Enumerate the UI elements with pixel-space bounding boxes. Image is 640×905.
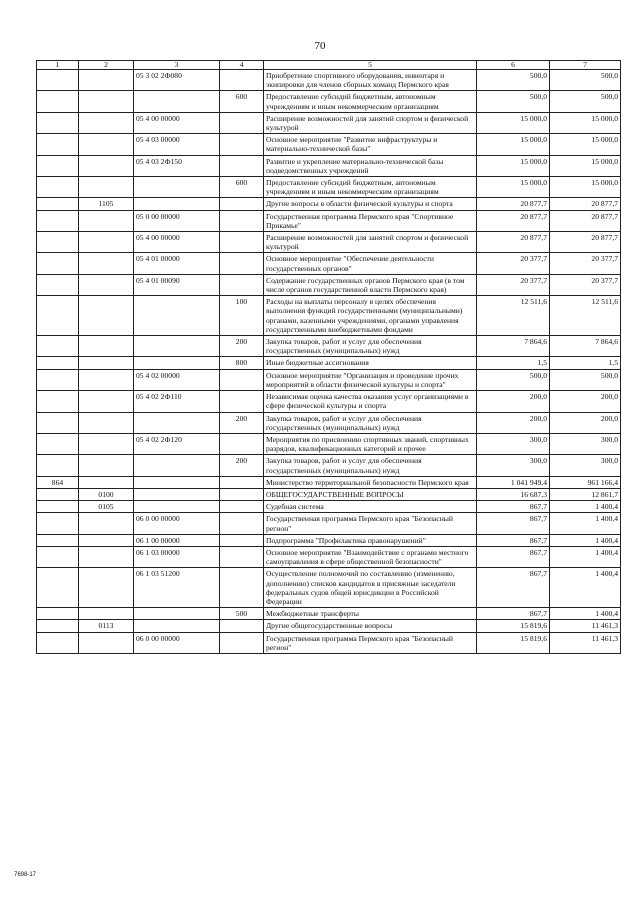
amount-cell: 15 000,0 bbox=[550, 177, 621, 198]
type-cell bbox=[220, 433, 264, 454]
amount-cell: 200,0 bbox=[477, 391, 550, 412]
col-1-cell bbox=[37, 546, 79, 567]
col-1-cell bbox=[37, 513, 79, 534]
table-row bbox=[37, 476, 621, 488]
description-cell: Подпрограмма "Профилактика правонарушений" bbox=[264, 534, 477, 546]
table-row bbox=[37, 620, 621, 632]
amount-cell: 12 861,7 bbox=[550, 488, 621, 500]
type-cell bbox=[220, 391, 264, 412]
col-2-cell bbox=[79, 91, 134, 112]
amount-cell: 20 377,7 bbox=[477, 253, 550, 274]
table-row bbox=[37, 198, 621, 210]
col-2-cell: 0113 bbox=[79, 620, 134, 632]
code-cell: 05 4 00 00000 bbox=[134, 112, 220, 133]
col-2-cell: 0100 bbox=[79, 488, 134, 500]
code-cell: 05 4 02 2Ф110 bbox=[134, 391, 220, 412]
table-row bbox=[37, 210, 621, 231]
code-cell: 06 1 03 00000 bbox=[134, 546, 220, 567]
description-cell: Предоставление субсидий бюджетным, автономным учреждениям и иным некоммерческим организациям bbox=[264, 177, 477, 198]
amount-cell: 500,0 bbox=[550, 369, 621, 390]
col-1-cell bbox=[37, 501, 79, 513]
code-cell bbox=[134, 620, 220, 632]
type-cell bbox=[220, 134, 264, 155]
code-cell: 05 4 01 00090 bbox=[134, 274, 220, 295]
type-cell: 500 bbox=[220, 608, 264, 620]
type-cell bbox=[220, 501, 264, 513]
amount-cell: 20 877,7 bbox=[477, 210, 550, 231]
type-cell bbox=[220, 253, 264, 274]
type-cell: 600 bbox=[220, 177, 264, 198]
col-2-cell bbox=[79, 112, 134, 133]
col-1-cell bbox=[37, 112, 79, 133]
col-2-cell bbox=[79, 568, 134, 608]
description-cell: Независимая оценка качества оказания услуг организациями в сфере физической культуры и спорта bbox=[264, 391, 477, 412]
table-row bbox=[37, 455, 621, 476]
col-2-cell bbox=[79, 369, 134, 390]
type-cell: 800 bbox=[220, 357, 264, 369]
header-cell: 6 bbox=[477, 61, 550, 70]
amount-cell: 20 377,7 bbox=[550, 253, 621, 274]
header-cell: 2 bbox=[79, 61, 134, 70]
code-cell bbox=[134, 198, 220, 210]
table-row bbox=[37, 177, 621, 198]
amount-cell: 500,0 bbox=[477, 70, 550, 91]
amount-cell: 500,0 bbox=[550, 91, 621, 112]
header-cell: 5 bbox=[264, 61, 477, 70]
type-cell bbox=[220, 488, 264, 500]
code-cell bbox=[134, 296, 220, 336]
description-cell: Расширение возможностей для занятий спортом и физической культурой bbox=[264, 112, 477, 133]
col-1-cell: 864 bbox=[37, 476, 79, 488]
amount-cell: 200,0 bbox=[550, 412, 621, 433]
col-2-cell bbox=[79, 134, 134, 155]
amount-cell: 20 877,7 bbox=[477, 198, 550, 210]
code-cell: 05 4 02 2Ф120 bbox=[134, 433, 220, 454]
col-1-cell bbox=[37, 488, 79, 500]
amount-cell: 15 000,0 bbox=[550, 155, 621, 176]
description-cell: Межбюджетные трансферты bbox=[264, 608, 477, 620]
col-2-cell bbox=[79, 177, 134, 198]
col-2-cell bbox=[79, 70, 134, 91]
amount-cell: 15 819,6 bbox=[477, 632, 550, 653]
description-cell: Другие общегосударственные вопросы bbox=[264, 620, 477, 632]
col-1-cell bbox=[37, 210, 79, 231]
amount-cell: 15 000,0 bbox=[550, 134, 621, 155]
description-cell: Закупка товаров, работ и услуг для обеспечения государственных (муниципальных) нужд bbox=[264, 455, 477, 476]
header-cell: 4 bbox=[220, 61, 264, 70]
description-cell: Предоставление субсидий бюджетным, автономным учреждениям и иным некоммерческим организациям bbox=[264, 91, 477, 112]
description-cell: Другие вопросы в области физической культуры и спорта bbox=[264, 198, 477, 210]
type-cell bbox=[220, 112, 264, 133]
amount-cell: 200,0 bbox=[477, 412, 550, 433]
table-row bbox=[37, 296, 621, 336]
code-cell: 05 3 02 2Ф080 bbox=[134, 70, 220, 91]
type-cell bbox=[220, 476, 264, 488]
description-cell: Государственная программа Пермского края "Безопасный регион" bbox=[264, 632, 477, 653]
description-cell: Иные бюджетные ассигнования bbox=[264, 357, 477, 369]
description-cell: Развитие и укрепление материально-технической базы подведомственных учреждений bbox=[264, 155, 477, 176]
description-cell: Расширение возможностей для занятий спортом и физической культурой bbox=[264, 232, 477, 253]
type-cell bbox=[220, 210, 264, 231]
amount-cell: 867,7 bbox=[477, 546, 550, 567]
description-cell: Осуществление полномочий по составлению (изменению, дополнению) списков кандидатов в присяжные заседатели федеральных судов общей юрисдикции в Российской Федерации bbox=[264, 568, 477, 608]
table-row bbox=[37, 336, 621, 357]
code-cell: 06 0 00 00000 bbox=[134, 513, 220, 534]
table-row bbox=[37, 369, 621, 390]
amount-cell: 1 400,4 bbox=[550, 546, 621, 567]
col-1-cell bbox=[37, 134, 79, 155]
type-cell bbox=[220, 513, 264, 534]
amount-cell: 1 400,4 bbox=[550, 534, 621, 546]
type-cell bbox=[220, 232, 264, 253]
col-1-cell bbox=[37, 91, 79, 112]
description-cell: Приобретение спортивного оборудования, инвентаря и экипировки для членов сборных команд Пермского края bbox=[264, 70, 477, 91]
col-1-cell bbox=[37, 232, 79, 253]
amount-cell: 15 000,0 bbox=[550, 112, 621, 133]
description-cell: ОБЩЕГОСУДАРСТВЕННЫЕ ВОПРОСЫ bbox=[264, 488, 477, 500]
header-row bbox=[37, 61, 621, 70]
type-cell bbox=[220, 534, 264, 546]
amount-cell: 1 400,4 bbox=[550, 501, 621, 513]
code-cell bbox=[134, 476, 220, 488]
amount-cell: 867,7 bbox=[477, 513, 550, 534]
description-cell: Закупка товаров, работ и услуг для обеспечения государственных (муниципальных) нужд bbox=[264, 336, 477, 357]
type-cell bbox=[220, 274, 264, 295]
col-1-cell bbox=[37, 70, 79, 91]
col-2-cell bbox=[79, 455, 134, 476]
col-1-cell bbox=[37, 177, 79, 198]
description-cell: Основное мероприятие "Взаимодействие с органами местного самоуправления в сфере общественной безопасности" bbox=[264, 546, 477, 567]
col-2-cell bbox=[79, 433, 134, 454]
header-cell: 3 bbox=[134, 61, 220, 70]
col-1-cell bbox=[37, 534, 79, 546]
footer-code: 7698-17 bbox=[14, 872, 37, 878]
amount-cell: 1 400,4 bbox=[550, 608, 621, 620]
col-2-cell bbox=[79, 253, 134, 274]
code-cell bbox=[134, 412, 220, 433]
table-row bbox=[37, 488, 621, 500]
col-1-cell bbox=[37, 433, 79, 454]
header-cell: 1 bbox=[37, 61, 79, 70]
amount-cell: 20 877,7 bbox=[477, 232, 550, 253]
amount-cell: 1 400,4 bbox=[550, 568, 621, 608]
type-cell: 100 bbox=[220, 296, 264, 336]
col-2-cell: 0105 bbox=[79, 501, 134, 513]
col-2-cell bbox=[79, 336, 134, 357]
amount-cell: 300,0 bbox=[550, 455, 621, 476]
code-cell: 05 4 03 00000 bbox=[134, 134, 220, 155]
col-1-cell bbox=[37, 412, 79, 433]
description-cell: Судебная система bbox=[264, 501, 477, 513]
col-1-cell bbox=[37, 391, 79, 412]
type-cell bbox=[220, 620, 264, 632]
col-1-cell bbox=[37, 632, 79, 653]
table-row bbox=[37, 608, 621, 620]
col-2-cell bbox=[79, 476, 134, 488]
code-cell: 06 1 03 51200 bbox=[134, 568, 220, 608]
table-row bbox=[37, 391, 621, 412]
code-cell: 05 4 01 00000 bbox=[134, 253, 220, 274]
col-2-cell bbox=[79, 357, 134, 369]
description-cell: Основное мероприятие "Организация и проведение прочих мероприятий в области физической культуры и спорта" bbox=[264, 369, 477, 390]
table-row bbox=[37, 501, 621, 513]
amount-cell: 20 377,7 bbox=[550, 274, 621, 295]
col-2-cell: 1105 bbox=[79, 198, 134, 210]
table-row bbox=[37, 433, 621, 454]
amount-cell: 961 166,4 bbox=[550, 476, 621, 488]
description-cell: Содержание государственных органов Пермского края (в том числе органов государственной власти Пермского края) bbox=[264, 274, 477, 295]
code-cell bbox=[134, 91, 220, 112]
amount-cell: 7 864,6 bbox=[550, 336, 621, 357]
col-2-cell bbox=[79, 608, 134, 620]
col-1-cell bbox=[37, 274, 79, 295]
code-cell bbox=[134, 357, 220, 369]
code-cell: 06 1 00 00000 bbox=[134, 534, 220, 546]
code-cell bbox=[134, 177, 220, 198]
amount-cell: 867,7 bbox=[477, 568, 550, 608]
col-2-cell bbox=[79, 391, 134, 412]
table-row bbox=[37, 357, 621, 369]
code-cell bbox=[134, 488, 220, 500]
col-1-cell bbox=[37, 155, 79, 176]
amount-cell: 1 041 949,4 bbox=[477, 476, 550, 488]
amount-cell: 15 819,6 bbox=[477, 620, 550, 632]
description-cell: Государственная программа Пермского края "Безопасный регион" bbox=[264, 513, 477, 534]
col-1-cell bbox=[37, 455, 79, 476]
type-cell bbox=[220, 70, 264, 91]
code-cell: 05 4 02 00000 bbox=[134, 369, 220, 390]
table-row bbox=[37, 155, 621, 176]
amount-cell: 11 461,3 bbox=[550, 632, 621, 653]
table-row bbox=[37, 232, 621, 253]
table-row bbox=[37, 546, 621, 567]
amount-cell: 300,0 bbox=[477, 455, 550, 476]
code-cell: 05 0 00 00000 bbox=[134, 210, 220, 231]
col-2-cell bbox=[79, 513, 134, 534]
type-cell bbox=[220, 155, 264, 176]
amount-cell: 300,0 bbox=[477, 433, 550, 454]
budget-table bbox=[36, 60, 621, 654]
col-2-cell bbox=[79, 296, 134, 336]
col-2-cell bbox=[79, 546, 134, 567]
table-row bbox=[37, 534, 621, 546]
code-cell: 06 0 00 00000 bbox=[134, 632, 220, 653]
code-cell bbox=[134, 455, 220, 476]
type-cell bbox=[220, 632, 264, 653]
col-2-cell bbox=[79, 210, 134, 231]
table-row bbox=[37, 513, 621, 534]
type-cell bbox=[220, 568, 264, 608]
header-cell: 7 bbox=[550, 61, 621, 70]
amount-cell: 500,0 bbox=[550, 70, 621, 91]
amount-cell: 11 461,3 bbox=[550, 620, 621, 632]
type-cell bbox=[220, 198, 264, 210]
amount-cell: 867,7 bbox=[477, 608, 550, 620]
col-2-cell bbox=[79, 412, 134, 433]
description-cell: Основное мероприятие "Развитие инфраструктуры и материально-технической базы" bbox=[264, 134, 477, 155]
table-row bbox=[37, 253, 621, 274]
type-cell: 200 bbox=[220, 336, 264, 357]
type-cell: 200 bbox=[220, 412, 264, 433]
table-row bbox=[37, 274, 621, 295]
amount-cell: 867,7 bbox=[477, 501, 550, 513]
col-2-cell bbox=[79, 155, 134, 176]
table-row bbox=[37, 91, 621, 112]
col-1-cell bbox=[37, 568, 79, 608]
col-2-cell bbox=[79, 632, 134, 653]
col-2-cell bbox=[79, 534, 134, 546]
amount-cell: 20 877,7 bbox=[550, 198, 621, 210]
code-cell bbox=[134, 608, 220, 620]
type-cell: 600 bbox=[220, 91, 264, 112]
description-cell: Расходы на выплаты персоналу в целях обеспечения выполнения функций государственными (муниципальными) органами, казенными учреждениями, органами управления государственными внебюджетными фондами bbox=[264, 296, 477, 336]
col-2-cell bbox=[79, 274, 134, 295]
amount-cell: 20 877,7 bbox=[550, 232, 621, 253]
amount-cell: 15 000,0 bbox=[477, 177, 550, 198]
page-number: 70 bbox=[314, 40, 326, 52]
code-cell bbox=[134, 336, 220, 357]
description-cell: Закупка товаров, работ и услуг для обеспечения государственных (муниципальных) нужд bbox=[264, 412, 477, 433]
col-1-cell bbox=[37, 336, 79, 357]
amount-cell: 1,5 bbox=[477, 357, 550, 369]
amount-cell: 300,0 bbox=[550, 433, 621, 454]
amount-cell: 500,0 bbox=[477, 91, 550, 112]
table-row bbox=[37, 412, 621, 433]
type-cell bbox=[220, 369, 264, 390]
table-row bbox=[37, 70, 621, 91]
col-2-cell bbox=[79, 232, 134, 253]
code-cell bbox=[134, 501, 220, 513]
amount-cell: 12 511,6 bbox=[550, 296, 621, 336]
amount-cell: 20 377,7 bbox=[477, 274, 550, 295]
code-cell: 05 4 00 00000 bbox=[134, 232, 220, 253]
type-cell: 200 bbox=[220, 455, 264, 476]
table-row bbox=[37, 568, 621, 608]
amount-cell: 1 400,4 bbox=[550, 513, 621, 534]
col-1-cell bbox=[37, 369, 79, 390]
amount-cell: 7 864,6 bbox=[477, 336, 550, 357]
col-1-cell bbox=[37, 608, 79, 620]
code-cell: 05 4 03 2Ф150 bbox=[134, 155, 220, 176]
amount-cell: 15 000,0 bbox=[477, 134, 550, 155]
col-1-cell bbox=[37, 620, 79, 632]
amount-cell: 16 687,3 bbox=[477, 488, 550, 500]
amount-cell: 500,0 bbox=[477, 369, 550, 390]
amount-cell: 20 877,7 bbox=[550, 210, 621, 231]
amount-cell: 15 000,0 bbox=[477, 112, 550, 133]
amount-cell: 12 511,6 bbox=[477, 296, 550, 336]
amount-cell: 1,5 bbox=[550, 357, 621, 369]
col-1-cell bbox=[37, 253, 79, 274]
table-row bbox=[37, 134, 621, 155]
type-cell bbox=[220, 546, 264, 567]
description-cell: Министерство территориальной безопасности Пермского края bbox=[264, 476, 477, 488]
description-cell: Основное мероприятие "Обеспечение деятельности государственных органов" bbox=[264, 253, 477, 274]
col-1-cell bbox=[37, 357, 79, 369]
amount-cell: 200,0 bbox=[550, 391, 621, 412]
col-1-cell bbox=[37, 198, 79, 210]
amount-cell: 15 000,0 bbox=[477, 155, 550, 176]
table-row bbox=[37, 112, 621, 133]
description-cell: Мероприятия по присвоению спортивных званий, спортивных разрядов, квалификационных категорий и прочее bbox=[264, 433, 477, 454]
col-1-cell bbox=[37, 296, 79, 336]
description-cell: Государственная программа Пермского края "Спортивное Прикамье" bbox=[264, 210, 477, 231]
amount-cell: 867,7 bbox=[477, 534, 550, 546]
table-row bbox=[37, 632, 621, 653]
